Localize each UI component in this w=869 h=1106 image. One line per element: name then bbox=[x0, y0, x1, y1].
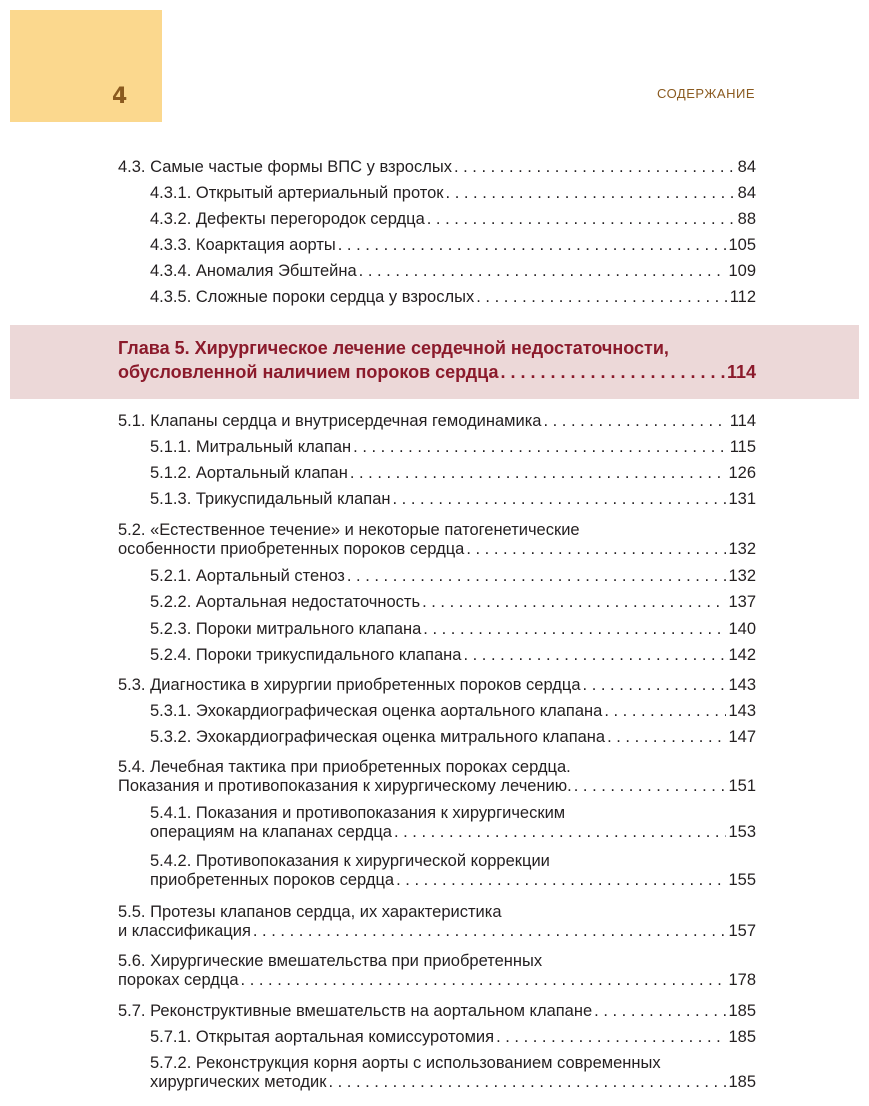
chapter-heading[interactable] bbox=[118, 336, 756, 384]
toc-entry[interactable] bbox=[118, 952, 756, 990]
toc-entry-title-cont: приобретенных пороков сердца bbox=[150, 871, 395, 889]
toc-entry[interactable] bbox=[118, 158, 756, 177]
toc-entry-title: 5.1.2. Аортальный клапан bbox=[150, 464, 348, 482]
toc-entry-page: 112 bbox=[729, 288, 756, 306]
dot-leader bbox=[496, 1028, 726, 1047]
toc-entry[interactable] bbox=[118, 758, 756, 796]
toc-entry-page: 84 bbox=[737, 184, 756, 202]
dot-leader bbox=[574, 777, 727, 796]
toc-entry-title: 5.3.2. Эхокардиографическая оценка митрального клапана bbox=[150, 728, 606, 746]
toc-entry-title-cont: и классификация bbox=[118, 922, 251, 940]
dot-leader bbox=[446, 184, 736, 203]
toc-entry[interactable] bbox=[150, 438, 756, 457]
toc-entry-title: 5.6. Хирургические вмешательства при приобретенных bbox=[118, 952, 543, 970]
dot-leader bbox=[594, 1002, 726, 1021]
toc-entry-page: 137 bbox=[728, 593, 756, 611]
toc-entry[interactable] bbox=[150, 804, 756, 842]
toc-entry-title: 4.3.1. Открытый артериальный проток bbox=[150, 184, 444, 202]
toc-entry-page: 105 bbox=[728, 236, 756, 254]
toc-entry-title-cont: операциям на клапанах сердца bbox=[150, 823, 392, 841]
toc-entry[interactable] bbox=[150, 236, 756, 255]
toc-entry[interactable] bbox=[150, 852, 756, 890]
dot-leader bbox=[338, 236, 727, 255]
dot-leader bbox=[604, 702, 726, 721]
toc-entry-page: 185 bbox=[728, 1002, 756, 1020]
toc-entry[interactable] bbox=[150, 593, 756, 612]
toc-entry-page: 88 bbox=[737, 210, 756, 228]
toc-entry-title: 4.3.2. Дефекты перегородок сердца bbox=[150, 210, 425, 228]
toc-entry[interactable] bbox=[118, 1002, 756, 1021]
toc-entry[interactable] bbox=[150, 490, 756, 509]
dot-leader bbox=[394, 823, 727, 842]
toc-entry[interactable] bbox=[150, 184, 756, 203]
toc-entry-title: 5.3. Диагностика в хирургии приобретенных пороков сердца bbox=[118, 676, 581, 694]
toc-entry-page: 142 bbox=[728, 646, 756, 664]
toc-entry-page: 140 bbox=[728, 620, 756, 638]
dot-leader bbox=[396, 871, 726, 890]
toc-entry-page: 147 bbox=[728, 728, 756, 746]
chapter-page: 114 bbox=[726, 362, 756, 382]
toc-entry[interactable] bbox=[150, 567, 756, 586]
toc-entry-page: 178 bbox=[728, 971, 756, 989]
toc-entry-title: 4.3. Самые частые формы ВПС у взрослых bbox=[118, 158, 452, 176]
toc-entry[interactable] bbox=[118, 521, 756, 559]
chapter-title-line1: Глава 5. Хирургическое лечение сердечной недостаточности, bbox=[118, 338, 669, 358]
toc-entry-title: 5.3.1. Эхокардиографическая оценка аортального клапана bbox=[150, 702, 603, 720]
dot-leader bbox=[328, 1073, 726, 1092]
page-number-badge bbox=[10, 10, 162, 122]
toc-entry[interactable] bbox=[150, 728, 756, 747]
toc-entry[interactable] bbox=[150, 702, 756, 721]
toc-entry[interactable] bbox=[150, 620, 756, 639]
toc-entry[interactable] bbox=[150, 464, 756, 483]
dot-leader bbox=[241, 971, 727, 990]
toc-entry-page: 157 bbox=[728, 922, 756, 940]
dot-leader bbox=[500, 360, 725, 384]
dot-leader bbox=[423, 620, 726, 639]
toc-entry-title: 5.2. «Естественное течение» и некоторые патогенетические bbox=[118, 521, 580, 539]
dot-leader bbox=[253, 922, 727, 941]
toc-entry-page: 84 bbox=[737, 158, 756, 176]
toc-entry-title: 5.7.1. Открытая аортальная комиссуротомия bbox=[150, 1028, 495, 1046]
dot-leader bbox=[427, 210, 736, 229]
toc-entry-title: 5.1.1. Митральный клапан bbox=[150, 438, 352, 456]
dot-leader bbox=[393, 490, 727, 509]
toc-entry-title-cont: особенности приобретенных пороков сердца bbox=[118, 540, 465, 558]
toc-entry-title: 5.4. Лечебная тактика при приобретенных пороках сердца. bbox=[118, 758, 571, 776]
page-number: 4 bbox=[112, 84, 128, 109]
toc-entry-page: 185 bbox=[728, 1028, 756, 1046]
toc-entry-page: 143 bbox=[728, 702, 756, 720]
toc-entry-title-cont: пороках сердца bbox=[118, 971, 239, 989]
toc-entry-title: 4.3.3. Коарктация аорты bbox=[150, 236, 336, 254]
toc-entry[interactable] bbox=[150, 288, 756, 307]
toc-entry[interactable] bbox=[150, 210, 756, 229]
toc-entry-title: 5.7.2. Реконструкция корня аорты с использованием современных bbox=[150, 1054, 661, 1072]
toc-entry-page: 185 bbox=[728, 1073, 756, 1091]
dot-leader bbox=[454, 158, 736, 177]
toc-entry-page: 115 bbox=[729, 438, 756, 456]
toc-entry-page: 109 bbox=[728, 262, 756, 280]
toc-entry-title: 5.2.3. Пороки митрального клапана bbox=[150, 620, 422, 638]
toc-entry-title: 5.7. Реконструктивные вмешательств на аортальном клапане bbox=[118, 1002, 593, 1020]
toc-entry-page: 151 bbox=[728, 777, 756, 795]
dot-leader bbox=[607, 728, 726, 747]
dot-leader bbox=[466, 540, 726, 559]
toc-entry-title: 5.2.1. Аортальный стеноз bbox=[150, 567, 345, 585]
toc-entry[interactable] bbox=[118, 412, 756, 431]
dot-leader bbox=[359, 262, 727, 281]
toc-entry[interactable] bbox=[150, 262, 756, 281]
toc-entry-title: 5.4.1. Показания и противопоказания к хирургическим bbox=[150, 804, 566, 822]
toc-entry-title: 5.5. Протезы клапанов сердца, их характеристика bbox=[118, 903, 502, 921]
toc-entry-title: 5.2.4. Пороки трикуспидального клапана bbox=[150, 646, 462, 664]
toc-entry[interactable] bbox=[118, 676, 756, 695]
toc-entry-page: 126 bbox=[728, 464, 756, 482]
dot-leader bbox=[583, 676, 727, 695]
toc-entry[interactable] bbox=[150, 646, 756, 665]
dot-leader bbox=[543, 412, 727, 431]
dot-leader bbox=[350, 464, 727, 483]
toc-entry-title: 4.3.4. Аномалия Эбштейна bbox=[150, 262, 357, 280]
toc-entry-page: 132 bbox=[728, 540, 756, 558]
toc-entry-title: 4.3.5. Сложные пороки сердца у взрослых bbox=[150, 288, 475, 306]
toc-entry-title: 5.4.2. Противопоказания к хирургической коррекции bbox=[150, 852, 550, 870]
toc-entry-page: 143 bbox=[728, 676, 756, 694]
toc-entry-page: 132 bbox=[728, 567, 756, 585]
toc-entry-title: 5.1. Клапаны сердца и внутрисердечная гемодинамика bbox=[118, 412, 542, 430]
toc-entry[interactable] bbox=[150, 1028, 756, 1047]
toc-entry-page: 131 bbox=[728, 490, 756, 508]
toc-entry[interactable] bbox=[150, 1054, 756, 1092]
toc-entry-title: 5.2.2. Аортальная недостаточность bbox=[150, 593, 421, 611]
running-head: СОДЕРЖАНИЕ bbox=[656, 86, 755, 101]
toc-entry-title: 5.1.3. Трикуспидальный клапан bbox=[150, 490, 391, 508]
toc-entry-page: 153 bbox=[728, 823, 756, 841]
toc-entry-page: 155 bbox=[728, 871, 756, 889]
toc-entry-page: 114 bbox=[729, 412, 756, 430]
toc-entry-title-cont: Показания и противопоказания к хирургическому лечению. bbox=[118, 777, 572, 795]
toc-entry[interactable] bbox=[118, 903, 756, 941]
dot-leader bbox=[476, 288, 727, 307]
dot-leader bbox=[422, 593, 726, 612]
dot-leader bbox=[353, 438, 728, 457]
chapter-title-line2: обусловленной наличием пороков сердца bbox=[118, 362, 499, 382]
dot-leader bbox=[463, 646, 726, 665]
toc-entry-title-cont: хирургических методик bbox=[150, 1073, 327, 1091]
dot-leader bbox=[347, 567, 727, 586]
